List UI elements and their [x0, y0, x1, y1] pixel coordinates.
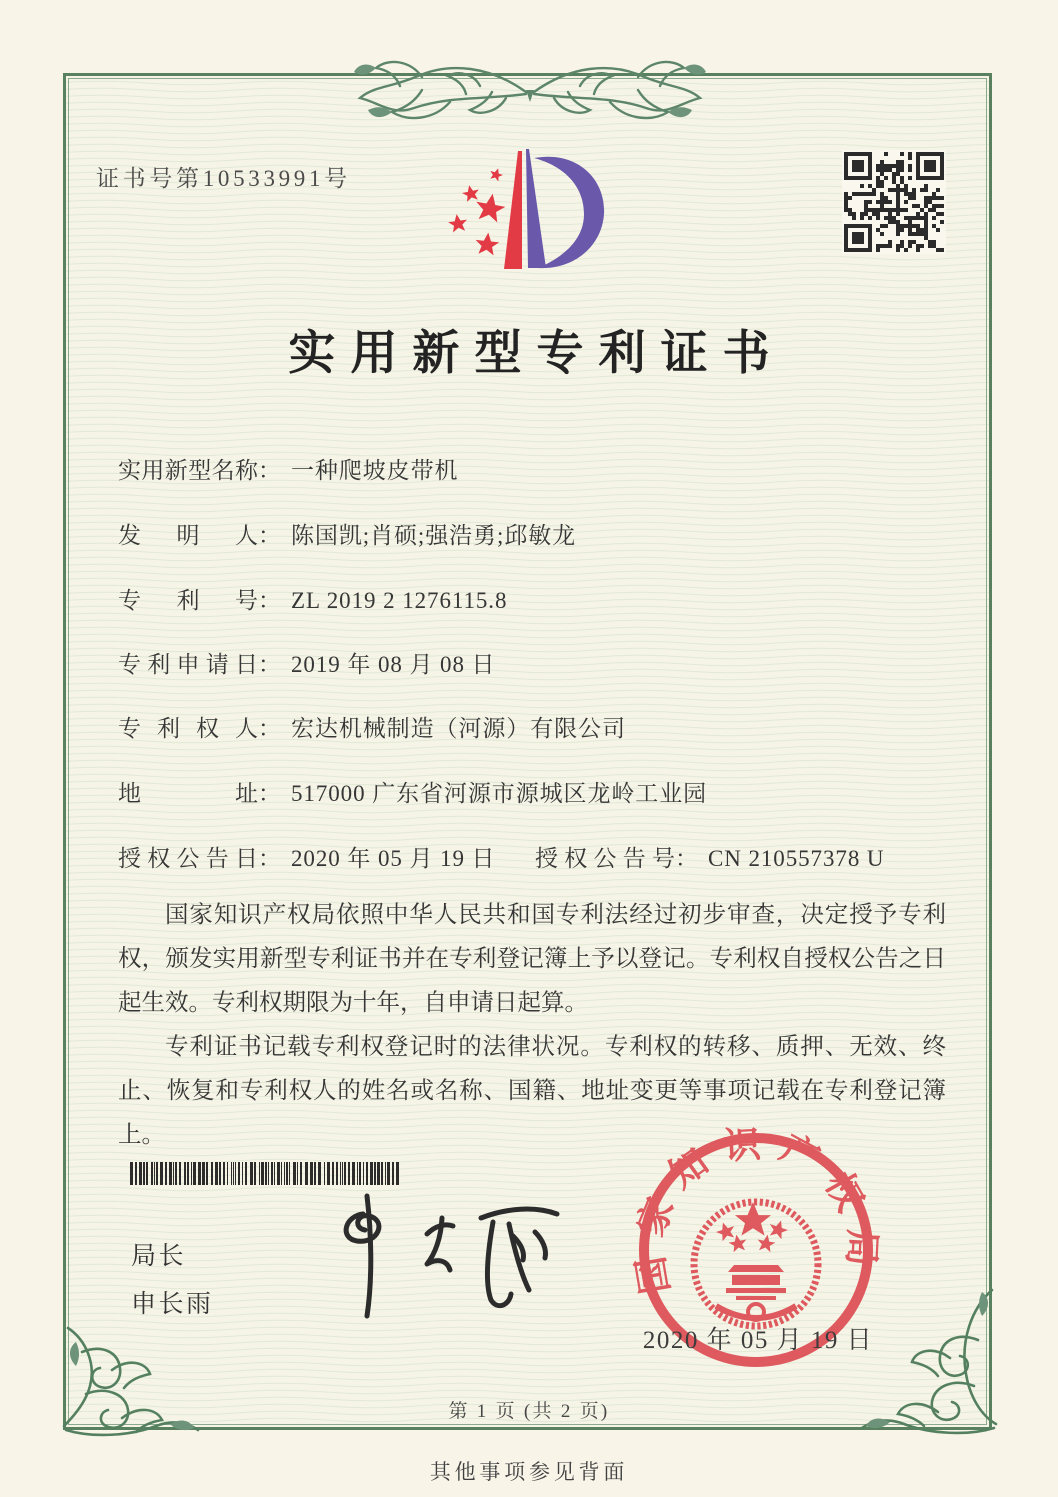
cnipa-logo: [438, 128, 618, 288]
field-value: 2019 年 08 月 08 日: [291, 652, 496, 677]
field-label: 授权公告号: [535, 846, 675, 871]
barcode: [130, 1162, 404, 1185]
field-colon: ：: [258, 523, 281, 548]
legal-statement: [118, 893, 946, 1157]
field-value: 一种爬坡皮带机: [291, 458, 459, 483]
field-label: 发明人: [118, 523, 258, 548]
field-label: 授权公告日: [118, 846, 258, 871]
field-value: ZL 2019 2 1276115.8: [291, 588, 508, 613]
see-reverse-note: 其他事项参见背面: [429, 1460, 629, 1484]
qr-code: [842, 150, 946, 254]
national-emblem: [694, 1202, 818, 1326]
field-value: 陈国凯;肖硕;强浩勇;邱敏龙: [291, 523, 577, 548]
seal-org-text: 国家知识产权局: [628, 1123, 883, 1297]
field-colon: ：: [258, 652, 281, 677]
field-value: 宏达机械制造（河源）有限公司: [291, 716, 626, 741]
page-number-info: 第 1 页 (共 2 页): [448, 1401, 610, 1422]
certificate-number: 证书号第10533991号: [96, 166, 351, 191]
legal-paragraph-2: 专利证书记载专利权登记时的法律状况。专利权的转移、质押、无效、终止、恢复和专利权人的姓名或名称、国籍、地址变更等事项记载在专利登记簿上。: [118, 1034, 946, 1148]
field-grant-date: [118, 840, 885, 873]
field-colon: ：: [258, 458, 281, 483]
field-label: 专利申请日: [118, 652, 258, 677]
field-colon: ：: [258, 716, 281, 741]
field-label: 实用新型名称: [118, 458, 258, 483]
certificate-title: 实用新型专利证书: [288, 328, 785, 380]
field-label: 地址: [118, 781, 258, 806]
field-colon: ：: [258, 781, 281, 806]
field-inventors: [118, 517, 576, 550]
field-colon: ：: [258, 846, 281, 871]
director-name: 申长雨: [131, 1291, 214, 1318]
field-colon: ：: [675, 846, 698, 871]
field-address: [118, 775, 707, 808]
field-value: CN 210557378 U: [708, 846, 885, 871]
field-label: 专利权人: [118, 716, 258, 741]
field-patent-number: [118, 582, 507, 615]
director-signature: [285, 1190, 565, 1325]
field-value: 2020 年 05 月 19 日: [291, 846, 496, 871]
field-colon: ：: [258, 588, 281, 613]
seal-date: 2020 年 05 月 19 日: [642, 1327, 874, 1354]
field-application-date: [118, 646, 495, 679]
field-label: 专利号: [118, 588, 258, 613]
field-utility-model-name: [118, 452, 458, 485]
legal-paragraph-1: 国家知识产权局依照中华人民共和国专利法经过初步审查，决定授予专利权，颁发实用新型专利证书并在专利登记簿上予以登记。专利权自授权公告之日起生效。专利权期限为十年，自申请日起算。: [118, 902, 946, 1016]
field-grant-number: [535, 840, 884, 873]
director-title-label: 局长: [131, 1243, 187, 1270]
field-value: 517000 广东省河源市源城区龙岭工业园: [291, 781, 708, 806]
field-patentee: [118, 710, 626, 743]
